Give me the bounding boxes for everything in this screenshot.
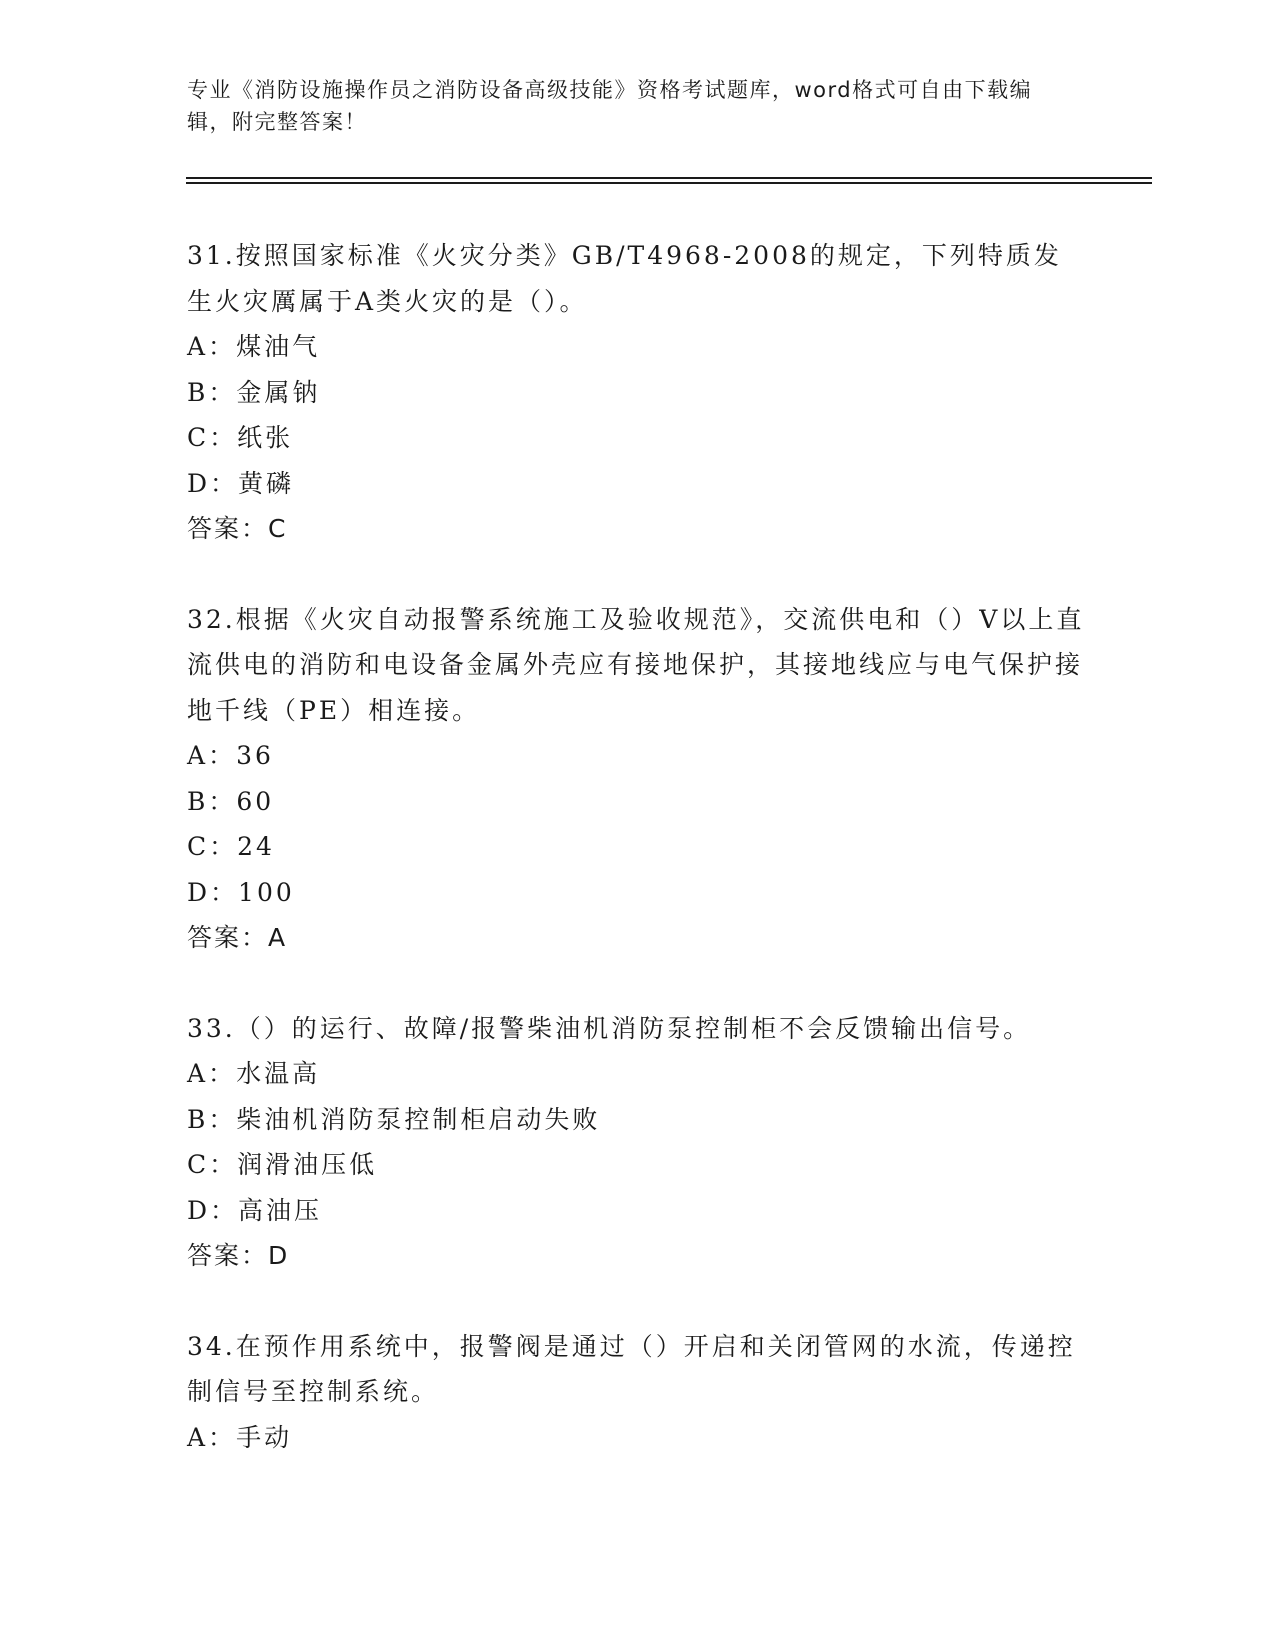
question-stem: 33.（）的运行、故障/报警柴油机消防泵控制柜不会反馈输出信号。 bbox=[187, 1013, 1032, 1043]
option-key: A： bbox=[187, 1059, 237, 1088]
option-b bbox=[187, 1097, 1087, 1143]
answer-line: 答案：A bbox=[187, 923, 288, 952]
option-b bbox=[187, 370, 1087, 416]
option-text: 100 bbox=[238, 877, 295, 907]
option-key: C： bbox=[187, 1150, 238, 1179]
question-34 bbox=[187, 1324, 1087, 1461]
header-rule-top bbox=[186, 177, 1152, 179]
option-text: 黄磷 bbox=[238, 468, 295, 498]
option-key: B： bbox=[187, 786, 237, 816]
option-a bbox=[187, 733, 1087, 779]
option-a bbox=[187, 1051, 1087, 1097]
option-text: 润滑油压低 bbox=[237, 1150, 378, 1179]
option-text: 纸张 bbox=[237, 423, 294, 452]
option-key: C： bbox=[187, 832, 238, 861]
option-a bbox=[187, 1415, 1087, 1461]
answer-line: 答案：D bbox=[187, 1241, 290, 1270]
option-key: D： bbox=[187, 468, 239, 498]
option-key: B： bbox=[187, 1104, 237, 1134]
option-key: D： bbox=[187, 877, 239, 907]
option-text: 24 bbox=[237, 832, 275, 861]
option-text: 高油压 bbox=[238, 1195, 323, 1225]
option-text: 煤油气 bbox=[236, 332, 321, 361]
option-key: A： bbox=[187, 1422, 237, 1452]
option-text: 金属钠 bbox=[236, 377, 321, 407]
question-32 bbox=[187, 597, 1087, 961]
option-key: A： bbox=[187, 741, 237, 770]
option-text: 36 bbox=[236, 741, 274, 770]
option-d bbox=[187, 461, 1087, 507]
option-key: A： bbox=[187, 332, 237, 361]
option-text: 手动 bbox=[236, 1422, 293, 1452]
option-c bbox=[187, 1142, 1087, 1188]
option-b bbox=[187, 779, 1087, 825]
document-intro: 专业《消防设施操作员之消防设备高级技能》资格考试题库，word格式可自由下载编辑，附完整答案！ bbox=[187, 78, 1033, 134]
question-31 bbox=[187, 233, 1087, 552]
question-33 bbox=[187, 1006, 1087, 1279]
header-rule-bottom bbox=[186, 182, 1152, 184]
question-stem: 32.根据《火灾自动报警系统施工及验收规范》，交流供电和（）V以上直流供电的消防和电设备金属外壳应有接地保护，其接地线应与电气保护接地千线（PE）相连接。 bbox=[187, 604, 1085, 725]
option-text: 水温高 bbox=[236, 1059, 321, 1088]
option-d bbox=[187, 1188, 1087, 1234]
option-c bbox=[187, 824, 1087, 870]
option-key: B： bbox=[187, 377, 237, 407]
option-d bbox=[187, 870, 1087, 916]
question-stem: 31.按照国家标准《火灾分类》GB/T4968-2008的规定，下列特质发生火灾厲属于A类火灾的是（）。 bbox=[187, 241, 1062, 316]
option-key: C： bbox=[187, 423, 238, 452]
option-key: D： bbox=[187, 1195, 239, 1225]
question-stem: 34.在预作用系统中，报警阀是通过（）开启和关闭管网的水流，传递控制信号至控制系统。 bbox=[187, 1331, 1076, 1406]
option-text: 柴油机消防泵控制柜启动失败 bbox=[236, 1104, 601, 1134]
option-text: 60 bbox=[236, 786, 275, 816]
option-a bbox=[187, 324, 1087, 370]
option-c bbox=[187, 415, 1087, 461]
answer-line: 答案：C bbox=[187, 514, 288, 543]
question-list bbox=[187, 233, 1087, 1460]
